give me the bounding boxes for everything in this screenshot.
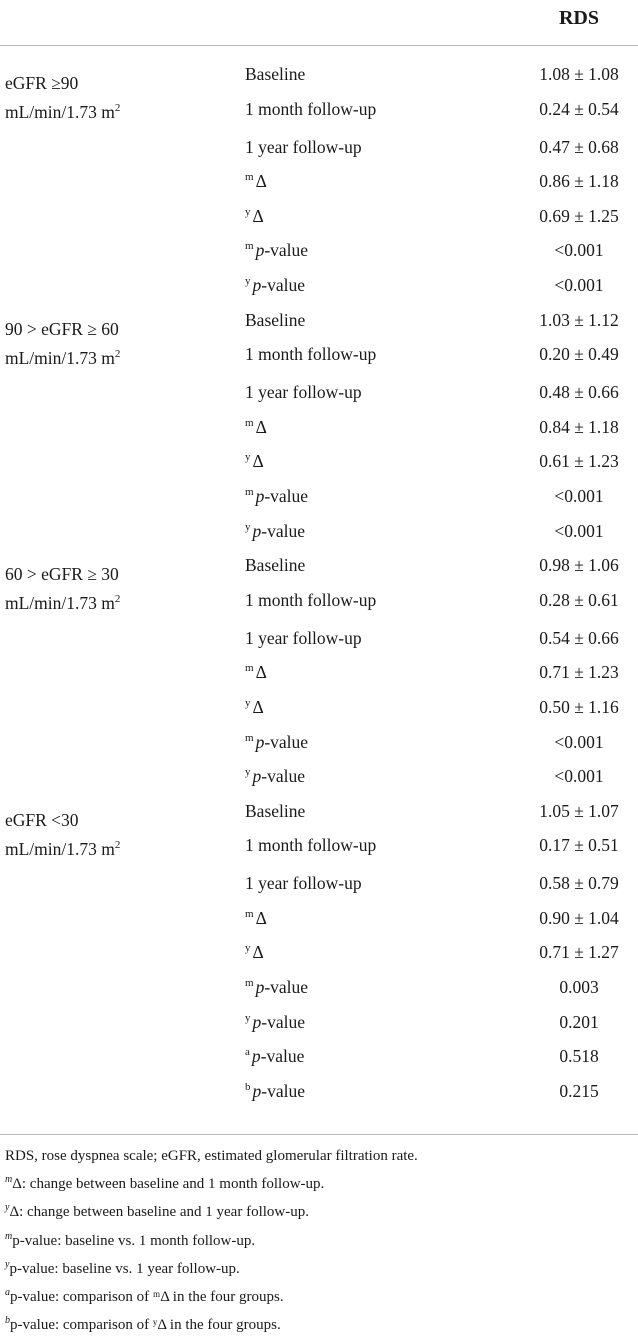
row-label-text: Baseline xyxy=(245,309,306,330)
row-label-text: Δ xyxy=(255,171,267,192)
row-label-superscript: y xyxy=(245,274,251,287)
row-label-text: Δ xyxy=(255,662,267,683)
row-value: 0.215 xyxy=(559,1080,599,1101)
footnote-superscript: y xyxy=(5,1202,10,1214)
row-label-text: p-value xyxy=(251,1046,305,1067)
row-group xyxy=(0,306,638,552)
row-label xyxy=(245,801,305,822)
footnote-text: RDS, rose dyspnea scale; eGFR, estimated glomerular filtration rate. xyxy=(5,1148,418,1164)
table-row xyxy=(0,1008,638,1043)
footnote-text: p-value: comparison of ᵐΔ in the four groups. xyxy=(10,1289,284,1306)
footnote xyxy=(5,1196,633,1224)
row-label-text: 1 year follow-up xyxy=(245,382,362,403)
row-label xyxy=(245,1046,304,1067)
group-unit-text: mL/min/1.73 m xyxy=(5,838,115,859)
row-value: 1.08 ± 1.08 xyxy=(539,64,619,84)
row-label-superscript: b xyxy=(245,1080,251,1093)
row-label-superscript: y xyxy=(245,451,251,464)
row-value: 0.28 ± 0.61 xyxy=(539,589,619,610)
row-label-superscript: m xyxy=(245,171,254,184)
row-value: 0.17 ± 0.51 xyxy=(539,835,619,856)
table-row xyxy=(0,728,638,763)
footnote-text: p-value: baseline vs. 1 year follow-up. xyxy=(9,1260,240,1277)
row-label-text: Δ xyxy=(252,696,264,717)
row-value: 0.48 ± 0.66 xyxy=(539,382,619,403)
footnote-superscript: y xyxy=(5,1258,10,1270)
table-row xyxy=(0,340,638,378)
row-label-text: 1 year follow-up xyxy=(245,136,362,157)
row-label-superscript: y xyxy=(245,520,251,533)
row-label-superscript: m xyxy=(245,977,254,990)
row-label-text: Δ xyxy=(252,205,264,226)
footnote-superscript: a xyxy=(5,1287,10,1299)
group-label: 90 > eGFR ≥ 60 xyxy=(5,318,119,339)
table-row xyxy=(0,904,638,939)
row-value: <0.001 xyxy=(554,485,604,506)
row-label-superscript: m xyxy=(245,240,254,253)
row-label-superscript: m xyxy=(245,416,254,429)
row-label-text: Δ xyxy=(252,451,264,472)
row-label-text: p-value xyxy=(255,977,309,998)
row-label xyxy=(245,590,376,611)
row-label xyxy=(245,310,305,331)
footnote-superscript: b xyxy=(5,1315,10,1327)
row-label xyxy=(245,451,264,472)
column-header-rds: RDS xyxy=(558,7,599,29)
row-value: 0.69 ± 1.25 xyxy=(539,205,619,226)
row-value: 0.201 xyxy=(559,1011,599,1032)
row-value: 0.47 ± 0.68 xyxy=(539,136,619,157)
row-value: 1.03 ± 1.12 xyxy=(539,309,619,330)
table-row xyxy=(0,271,638,306)
footnote xyxy=(5,1225,633,1253)
row-value: 0.518 xyxy=(559,1046,599,1067)
group-unit-superscript: 2 xyxy=(114,838,121,851)
row-value: 0.58 ± 0.79 xyxy=(539,873,619,894)
row-label-superscript: y xyxy=(245,766,251,779)
row-label-text: 1 month follow-up xyxy=(245,98,377,119)
row-label xyxy=(245,417,267,438)
table-row xyxy=(0,551,638,586)
row-label-text: 1 year follow-up xyxy=(245,873,362,894)
row-value: <0.001 xyxy=(554,274,604,295)
row-label-text: Δ xyxy=(255,416,267,437)
row-label-superscript: y xyxy=(245,942,251,955)
row-label-text: 1 year follow-up xyxy=(245,627,362,648)
row-value: <0.001 xyxy=(554,520,604,541)
row-label xyxy=(245,977,308,998)
table-row xyxy=(0,762,638,797)
row-label-text: p-value xyxy=(252,274,305,295)
header-rule xyxy=(0,45,638,46)
row-label-text: Baseline xyxy=(245,555,306,576)
row-label-superscript: a xyxy=(245,1046,250,1059)
row-label xyxy=(245,942,264,963)
row-label xyxy=(245,486,308,507)
footer-rule xyxy=(0,1134,638,1135)
group-label: eGFR <30 xyxy=(5,809,79,830)
row-label xyxy=(245,697,264,718)
row-label xyxy=(245,137,362,158)
table-row xyxy=(0,413,638,448)
row-value: 0.61 ± 1.23 xyxy=(539,451,619,472)
table-row xyxy=(0,133,638,168)
row-label xyxy=(245,628,362,649)
footnote xyxy=(5,1309,633,1337)
row-label-text: 1 month follow-up xyxy=(245,344,377,365)
row-group xyxy=(0,60,638,306)
row-label-text: Δ xyxy=(255,907,267,928)
row-label-text: p-value xyxy=(252,766,305,787)
row-value: 0.90 ± 1.04 xyxy=(539,907,619,928)
row-label-text: p-value xyxy=(255,240,309,261)
footnote-text: p-value: baseline vs. 1 month follow-up. xyxy=(12,1232,256,1249)
row-label xyxy=(245,555,305,576)
row-value: <0.001 xyxy=(554,731,604,752)
row-label-text: Baseline xyxy=(245,64,306,84)
row-label xyxy=(245,1081,305,1102)
row-label xyxy=(245,206,264,227)
table-row xyxy=(0,236,638,271)
group-unit-superscript: 2 xyxy=(114,102,121,114)
table-row xyxy=(0,1042,638,1077)
row-label-text: 1 month follow-up xyxy=(245,589,377,610)
row-group xyxy=(0,551,638,797)
table-row xyxy=(0,95,638,133)
group-unit-text: mL/min/1.73 m xyxy=(5,102,115,122)
row-label-text: 1 month follow-up xyxy=(245,835,377,856)
row-label-text: Baseline xyxy=(245,800,306,821)
row-label xyxy=(245,1012,305,1033)
row-value: 0.003 xyxy=(559,977,599,998)
row-label xyxy=(245,835,376,856)
row-group xyxy=(0,797,638,1112)
table-row xyxy=(0,1077,638,1112)
data-table xyxy=(0,60,638,1111)
table-row xyxy=(0,693,638,728)
row-label-text: p-value xyxy=(255,485,309,506)
row-label xyxy=(245,732,308,753)
row-label-superscript: y xyxy=(245,205,251,218)
row-value: 0.24 ± 0.54 xyxy=(539,98,619,119)
row-label xyxy=(245,908,267,929)
row-label-text: p-value xyxy=(255,731,309,752)
group-label: 60 > eGFR ≥ 30 xyxy=(5,564,119,585)
table-row xyxy=(0,624,638,659)
footnote xyxy=(5,1253,633,1281)
table-row xyxy=(0,586,638,624)
row-value: 0.84 ± 1.18 xyxy=(539,416,619,437)
row-value: 0.71 ± 1.27 xyxy=(539,942,619,963)
row-label-text: Δ xyxy=(252,942,264,963)
row-label-text: p-value xyxy=(252,1080,305,1101)
row-value: 0.20 ± 0.49 xyxy=(539,344,619,365)
table-row xyxy=(0,831,638,869)
row-value: <0.001 xyxy=(554,766,604,787)
footnote-superscript: m xyxy=(5,1174,13,1186)
row-label xyxy=(245,873,362,894)
row-value: 0.50 ± 1.16 xyxy=(539,696,619,717)
row-label-superscript: m xyxy=(245,907,254,920)
table-row xyxy=(0,869,638,904)
row-label xyxy=(245,662,267,683)
row-label xyxy=(245,275,305,296)
row-label-superscript: y xyxy=(245,696,251,709)
group-unit-superscript: 2 xyxy=(114,347,121,360)
row-label-superscript: y xyxy=(245,1011,251,1024)
table-row xyxy=(0,60,638,95)
table-row xyxy=(0,167,638,202)
table-row xyxy=(0,378,638,413)
table-row xyxy=(0,447,638,482)
footnote-text: Δ: change between baseline and 1 month follow-up. xyxy=(12,1176,325,1193)
row-value: 1.05 ± 1.07 xyxy=(539,800,619,821)
footnote xyxy=(5,1144,633,1168)
row-label xyxy=(245,344,376,365)
table-row xyxy=(0,938,638,973)
group-label: eGFR ≥90 xyxy=(5,73,79,93)
row-value: 0.71 ± 1.23 xyxy=(539,662,619,683)
row-label-superscript: m xyxy=(245,662,254,675)
footnote-text: p-value: comparison of ʸΔ in the four groups. xyxy=(10,1317,281,1334)
row-label xyxy=(245,99,376,120)
footnote xyxy=(5,1168,633,1196)
row-label-text: p-value xyxy=(252,520,305,541)
group-unit-text: mL/min/1.73 m xyxy=(5,593,115,614)
row-label xyxy=(245,171,267,192)
table-row xyxy=(0,973,638,1008)
row-value: <0.001 xyxy=(554,240,604,261)
footnotes xyxy=(5,1144,633,1337)
row-value: 0.86 ± 1.18 xyxy=(539,171,619,192)
table-row xyxy=(0,482,638,517)
table-row xyxy=(0,517,638,552)
table-row xyxy=(0,306,638,341)
row-value: 0.98 ± 1.06 xyxy=(539,555,619,576)
row-label-superscript: m xyxy=(245,731,254,744)
row-value: 0.54 ± 0.66 xyxy=(539,627,619,648)
row-label xyxy=(245,64,305,85)
row-label xyxy=(245,766,305,787)
group-unit-superscript: 2 xyxy=(114,593,121,606)
table-row xyxy=(0,658,638,693)
footnote xyxy=(5,1281,633,1309)
row-label xyxy=(245,521,305,542)
row-label-superscript: m xyxy=(245,485,254,498)
row-label xyxy=(245,240,308,261)
row-label xyxy=(245,382,362,403)
footnote-superscript: m xyxy=(5,1230,13,1242)
footnote-text: Δ: change between baseline and 1 year follow-up. xyxy=(9,1204,309,1221)
table-row xyxy=(0,797,638,832)
row-label-text: p-value xyxy=(252,1011,305,1032)
table-row xyxy=(0,202,638,237)
group-unit-text: mL/min/1.73 m xyxy=(5,347,115,368)
